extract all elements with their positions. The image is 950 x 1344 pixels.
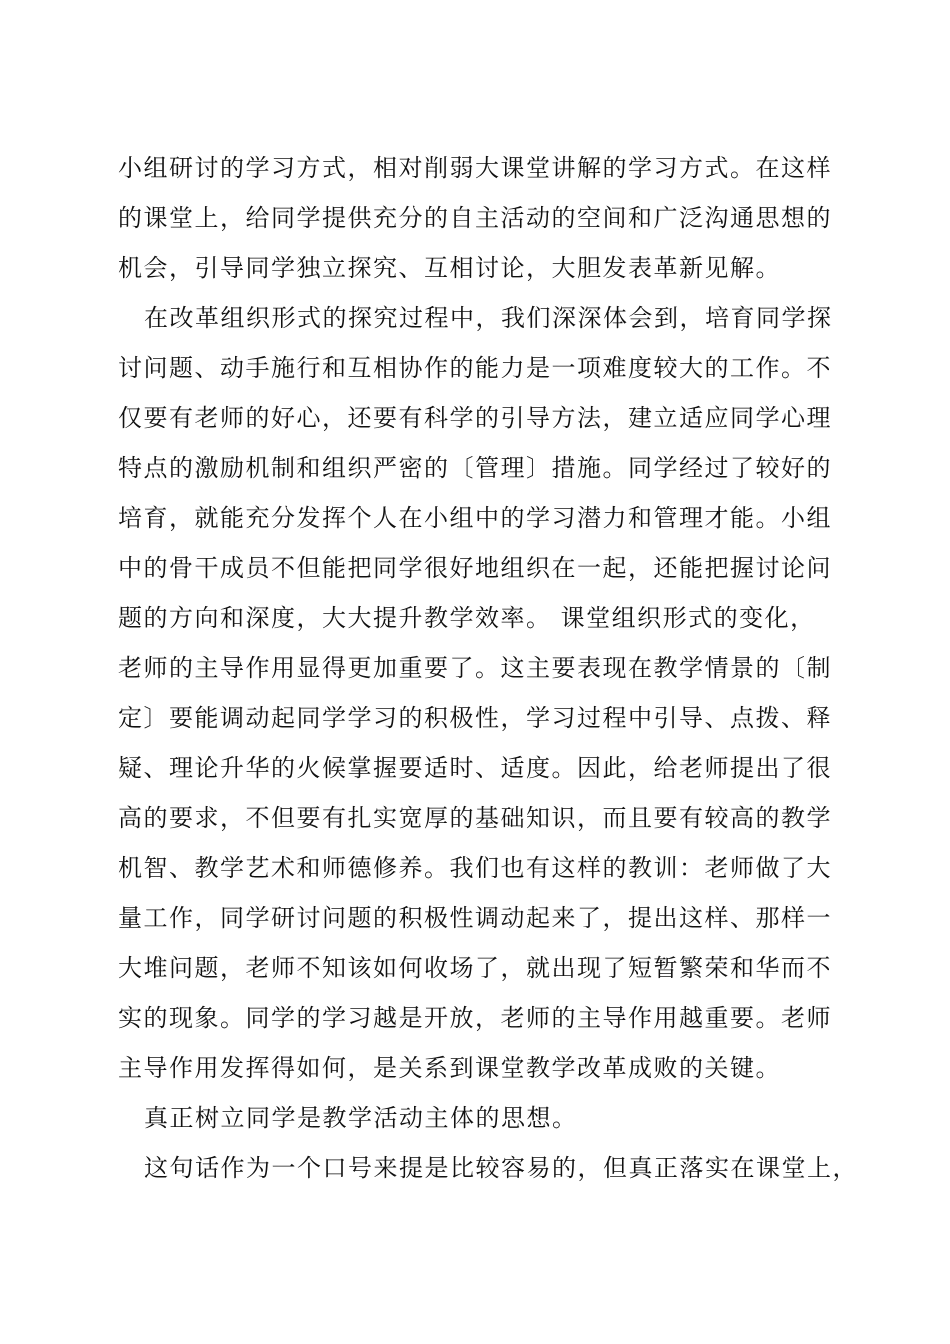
text-line: 的课堂上，给同学提供充分的自主活动的空间和广泛沟通思想的 (118, 204, 832, 232)
text-line: 机智、教学艺术和师德修养。我们也有这样的教训：老师做了大 (118, 854, 832, 882)
text-line: 仅要有老师的好心，还要有科学的引导方法，建立适应同学心理 (118, 404, 832, 432)
text-line: 讨问题、动手施行和互相协作的能力是一项难度较大的工作。不 (118, 354, 832, 382)
text-line: 高的要求，不但要有扎实宽厚的基础知识，而且要有较高的教学 (118, 804, 832, 832)
text-line: 培育，就能充分发挥个人在小组中的学习潜力和管理才能。小组 (118, 504, 832, 532)
text-line: 机会，引导同学独立探究、互相讨论，大胆发表革新见解。 (118, 254, 781, 282)
text-line: 定〕要能调动起同学学习的积极性，学习过程中引导、点拨、释 (118, 704, 832, 732)
text-line: 量工作，同学研讨问题的积极性调动起来了，提出这样、那样一 (118, 904, 832, 932)
text-line: 大堆问题，老师不知该如何收场了，就出现了短暂繁荣和华而不 (118, 954, 832, 982)
text-line: 题的方向和深度，大大提升教学效率。 课堂组织形式的变化， (118, 604, 816, 632)
section-heading: 真正树立同学是教学活动主体的思想。 (144, 1104, 578, 1132)
text-line: 疑、理论升华的火候掌握要适时、适度。因此，给老师提出了很 (118, 754, 832, 782)
text-line: 小组研讨的学习方式，相对削弱大课堂讲解的学习方式。在这样 (118, 154, 832, 182)
text-line: 特点的激励机制和组织严密的〔管理〕措施。同学经过了较好的 (118, 454, 832, 482)
text-line: 主导作用发挥得如何，是关系到课堂教学改革成败的关键。 (118, 1054, 781, 1082)
text-line: 在改革组织形式的探究过程中，我们深深体会到，培育同学探 (144, 304, 833, 332)
text-line: 老师的主导作用显得更加重要了。这主要表现在教学情景的〔制 (118, 654, 832, 682)
text-line: 中的骨干成员不但能把同学很好地组织在一起，还能把握讨论问 (118, 554, 832, 582)
text-line: 这句话作为一个口号来提是比较容易的，但真正落实在课堂上， (144, 1154, 858, 1182)
text-line: 实的现象。同学的学习越是开放，老师的主导作用越重要。老师 (118, 1004, 832, 1032)
